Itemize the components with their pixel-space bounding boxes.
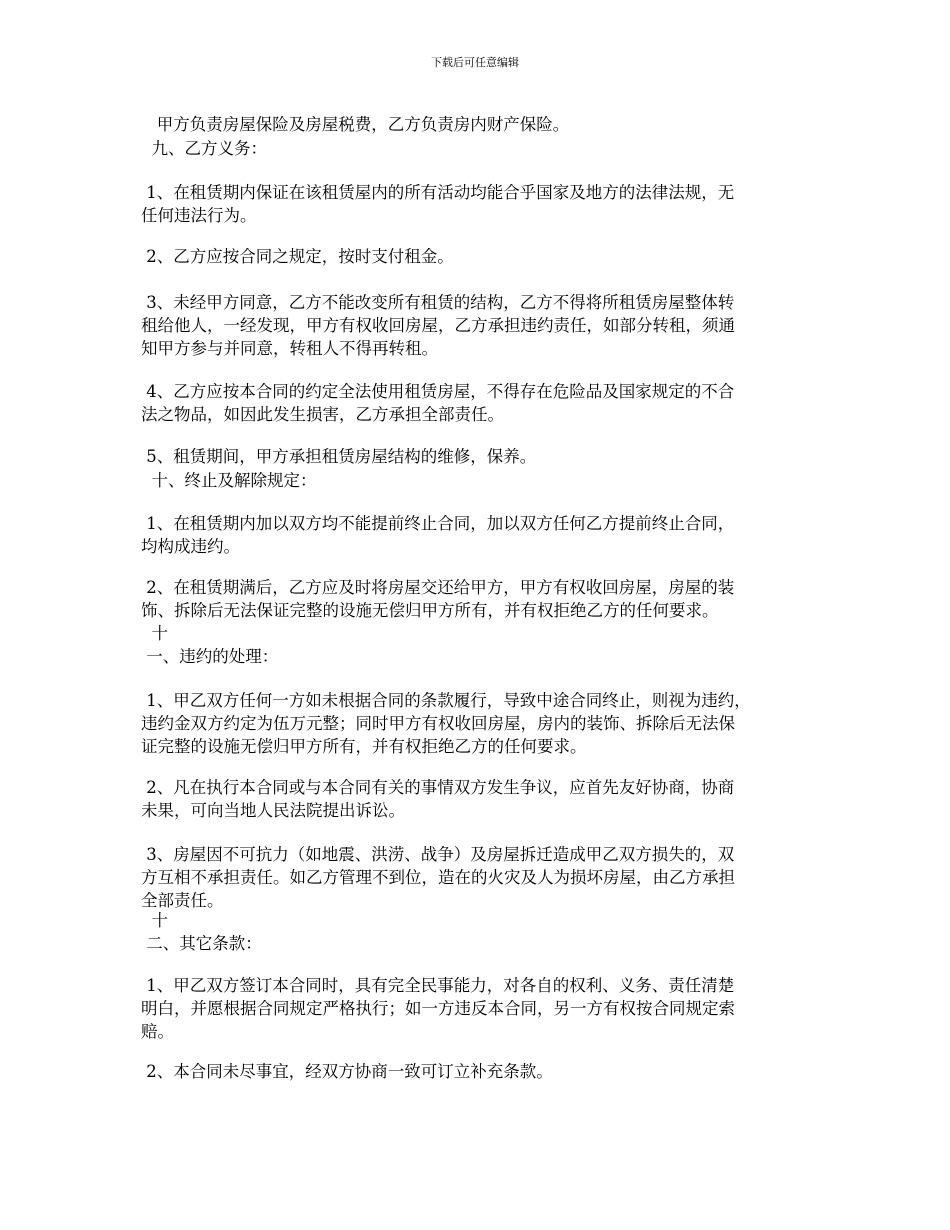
paragraph — [141, 932, 821, 955]
text-line: 2、在租赁期满后，乙方应及时将房屋交还给甲方，甲方有权收回房屋，房屋的装 — [141, 578, 735, 597]
text-line: 3、房屋因不可抗力（如地震、洪涝、战争）及房屋拆迁造成甲乙双方损失的，双 — [141, 845, 735, 864]
text-line: 九、乙方义务： — [141, 139, 267, 158]
text-line: 全部责任。 — [141, 891, 224, 910]
text-line: 十 — [141, 624, 168, 643]
paragraph — [141, 843, 821, 912]
paragraph — [141, 776, 821, 822]
text-line: 2、乙方应按合同之规定，按时支付租金。 — [141, 247, 454, 266]
text-line: 任何违法行为。 — [141, 206, 257, 225]
text-line: 饰、拆除后无法保证完整的设施无偿归甲方所有，并有权拒绝乙方的任何要求。 — [141, 601, 719, 620]
text-line: 1、甲乙双方任何一方如未根据合同的条款履行，导致中途合同终止，则视为违约， — [141, 691, 751, 710]
text-line: 赔。 — [141, 1022, 174, 1041]
paragraph — [141, 469, 821, 492]
text-line: 租给他人，一经发现，甲方有权收回房屋，乙方承担违约责任，如部分转租，须通 — [141, 316, 735, 335]
paragraph — [141, 445, 821, 468]
paragraph — [141, 909, 821, 932]
text-line: 明白，并愿根据合同规定严格执行；如一方违反本合同，另一方有权按合同规定索 — [141, 999, 735, 1018]
paragraph — [141, 512, 821, 558]
text-line: 甲方负责房屋保险及房屋税费，乙方负责房内财产保险。 — [141, 115, 570, 134]
paragraph — [141, 291, 821, 360]
text-line: 2、凡在执行本合同或与本合同有关的事情双方发生争议，应首先友好协商，协商 — [141, 778, 735, 797]
text-line: 4、乙方应按本合同的约定全法使用租赁房屋，不得存在危险品及国家规定的不合 — [141, 382, 735, 401]
text-line: 法之物品，如因此发生损害，乙方承担全部责任。 — [141, 405, 504, 424]
text-line: 证完整的设施无偿归甲方所有，并有权拒绝乙方的任何要求。 — [141, 737, 587, 756]
paragraph — [141, 622, 821, 645]
page-header: 下载后可任意编辑 — [431, 56, 519, 69]
text-line: 5、租赁期间，甲方承担租赁房屋结构的维修，保养。 — [141, 447, 537, 466]
paragraph — [141, 380, 821, 426]
paragraph — [141, 689, 821, 758]
text-line: 3、未经甲方同意，乙方不能改变所有租赁的结构，乙方不得将所租赁房屋整体转 — [141, 293, 735, 312]
text-line: 1、在租赁期内保证在该租赁屋内的所有活动均能合乎国家及地方的法律法规，无 — [141, 183, 735, 202]
text-line: 二、其它条款： — [141, 934, 262, 953]
paragraph — [141, 1060, 821, 1083]
paragraph — [141, 576, 821, 622]
paragraph — [141, 974, 821, 1043]
text-line: 一、违约的处理： — [141, 647, 279, 666]
paragraph — [141, 137, 821, 160]
text-line: 2、本合同未尽事宜，经双方协商一致可订立补充条款。 — [141, 1062, 553, 1081]
text-line: 知甲方参与并同意，转租人不得再转租。 — [141, 339, 438, 358]
text-line: 1、甲乙双方签订本合同时，具有完全民事能力，对各自的权利、义务、责任清楚 — [141, 976, 735, 995]
text-line: 未果，可向当地人民法院提出诉讼。 — [141, 801, 405, 820]
text-line: 均构成违约。 — [141, 537, 240, 556]
text-line: 方互相不承担责任。如乙方管理不到位，造在的火灾及人为损坏房屋，由乙方承担 — [141, 868, 735, 887]
text-line: 十、终止及解除规定： — [141, 471, 317, 490]
paragraph — [141, 181, 821, 227]
paragraph — [141, 245, 821, 268]
paragraph — [141, 645, 821, 668]
text-line: 违约金双方约定为伍万元整；同时甲方有权收回房屋，房内的装饰、拆除后无法保 — [141, 714, 735, 733]
text-line: 十 — [141, 911, 168, 930]
text-line: 1、在租赁期内加以双方均不能提前终止合同，加以双方任何乙方提前终止合同， — [141, 514, 735, 533]
paragraph — [141, 113, 821, 136]
